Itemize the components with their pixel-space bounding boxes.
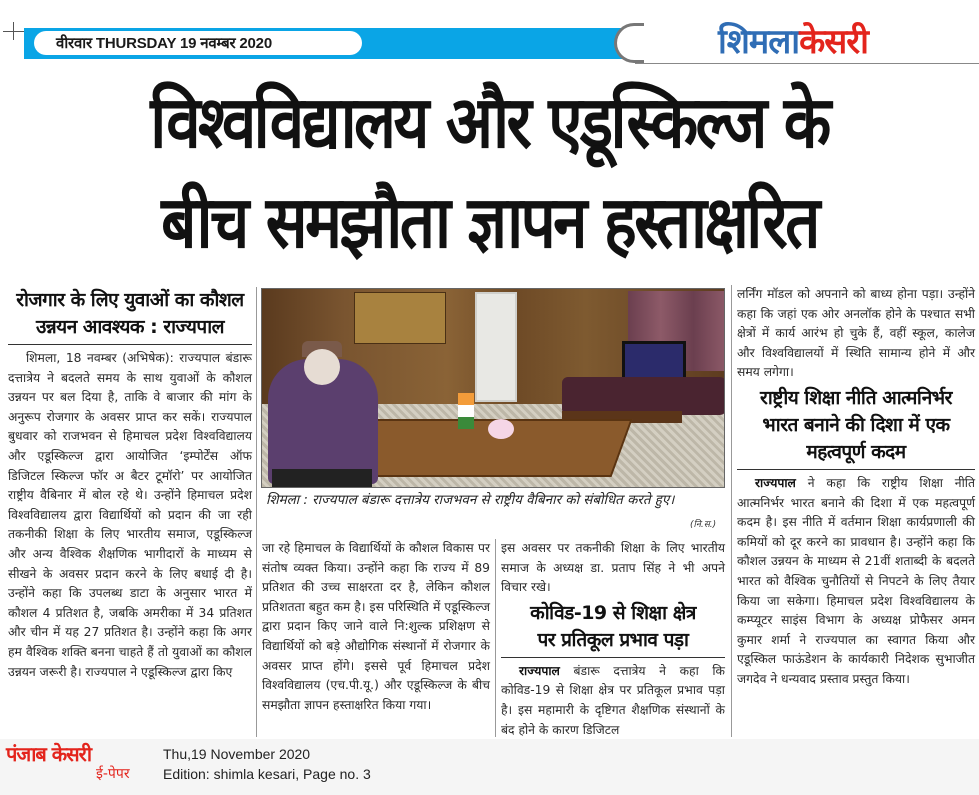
lead-word: राज्यपाल [755, 475, 796, 490]
column-4-intro: लर्निंग मॉडल को अपनाने को बाध्य होना पड़ा। उन्होंने कहा कि जहां एक ओर अनलॉक होने के पश्चात सभी क्षेत्रों में कार्य आरंभ हो चुके हैं, वहीं स्कूल, कालेज और विश्वविद्यालयों में स्थिति सामान्य होने में और समय लगेगा। [737, 287, 975, 380]
tv-screen-icon [622, 341, 686, 381]
masthead-kesari: केसरी [799, 22, 868, 62]
column-divider [495, 539, 496, 737]
main-headline [0, 72, 979, 272]
subhead-line: राष्ट्रीय शिक्षा नीति आत्मनिर्भर [760, 386, 952, 409]
divider [8, 344, 252, 345]
article-column-2 [262, 539, 490, 715]
punjab-kesari-logo[interactable]: पंजाब केसरी [6, 742, 92, 766]
subhead-line: महत्वपूर्ण कदम [806, 440, 906, 463]
masthead-logo [718, 22, 868, 62]
epaper-label: ई-पेपर [96, 766, 130, 782]
subhead-line: कोविड-19 से शिक्षा क्षेत्र [530, 601, 696, 624]
column-4-subhead [737, 385, 975, 466]
column-2-body: जा रहे हिमाचल के विद्यार्थियों के कौशल विकास पर संतोष व्यक्त किया। उन्होंने कहा कि राज्य में 89 प्रतिशत की उच्च साक्षरता दर है, लेकिन कौशल प्रतिशतता बहुत कम है। इस परिस्थिति में एडूस्किल्ज द्वारा प्रदान किए जाने वाले नि:शुल्क प्रशिक्षण से विद्यार्थियों को बड़े औद्योगिक संस्थानों में रोजगार के अवसर प्राप्त होंगे। इससे पूर्व हिमाचल प्रदेश विश्वविद्यालय (एच.पी.यू.) और एडूस्किल्ज के बीच समझौता ज्ञापन हस्ताक्षरित किया गया। [262, 541, 490, 712]
masthead-rule [635, 63, 979, 64]
masthead-shimla: शिमला [718, 22, 800, 62]
india-flag-icon [458, 393, 474, 429]
column-1-subhead [8, 287, 252, 341]
lead-word: राज्यपाल [519, 663, 560, 678]
column-3-body [501, 662, 725, 740]
crop-mark [13, 22, 14, 40]
divider [737, 469, 975, 470]
headline-line-2: बीच समझौता ज्ञापन हस्ताक्षरित [161, 180, 818, 264]
column-1-body: शिमला, 18 नवम्बर (अभिषेक): राज्यपाल बंडारू दत्तात्रेय ने बदलते समय के साथ युवाओं के कौशल उन्नयन पर बल दिया है, ताकि वे बाजार की मांग के अनुरूप रोजगार के अवसर प्राप्त कर सकें। राज्यपाल बुधवार को राजभवन से हिमाचल प्रदेश विश्वविद्यालय और एडूस्किल्ज द्वारा आयोजित ‘इम्पोर्टेंस ऑफ डिजिटल स्किल्ज फॉर अ बैटर टूमॉरो’ पर आयोजित राष्ट्रीय वैबिनार में बोल रहे थे। उन्होंने हिमाचल प्रदेश विश्वविद्यालय द्वारा विद्यार्थियों को प्रदान की जा रही तकनीकी शिक्षा के लिए भारतीय समाज, एडूस्किल्ज और अन्य वैश्विक शैक्षणिक भागीदारों के माध्यम से सीखने के अवसर प्रदान करने के लिए बधाई दी है। उन्होंने कहा कि उपलब्ध डाटा के अनुसार भारत में कौशल 4 प्रतिशत है, जबकि अमरीका में 34 प्रतिशत और चीन में यह 27 प्रतिशत है। उन्होंने कहा कि अगर हम वैश्विक शक्ति बनना चाहते हैं तो युवाओं का कौशल उन्नयन जरूरी है। राज्यपाल ने एडूस्किल्ज द्वारा किए [8, 351, 252, 679]
column-divider [256, 287, 257, 737]
body-text: ने कहा कि राष्ट्रीय शिक्षा नीति आत्मनिर्भर भारत बनाने की दिशा में एक महत्वपूर्ण कदम है। इस नीति में वर्तमान शिक्षा कार्यप्रणाली की कमियों को दूर करने का प्रावधान है। उन्होंने कहा कि कौशल उन्नयन के माध्यम से 21वीं शताब्दी के बदलते भारत को वैश्विक चुनौतियों से निपटने के लिए तैयार किया जा सकेगा। हिमाचल प्रदेश विश्वविद्यालय के कम्प्यूटर साइंस विभाग के अध्यक्ष प्रोफैसर अमन कुमार शर्मा ने राज्यपाल का स्वागत किया और एडूस्किल फाऊंडेशन के कार्यकारी निदेशक सुभाजीत जगदेव ने धन्यवाद प्रस्ताव प्रस्तुत किया। [737, 475, 975, 686]
date-banner: वीरवार THURSDAY 19 नवम्बर 2020 [34, 31, 362, 55]
subhead-line: भारत बनाने की दिशा में एक [762, 413, 950, 436]
article-column-4 [737, 285, 975, 690]
column-divider [731, 285, 732, 737]
divider [501, 657, 725, 658]
column-4-body [737, 474, 975, 690]
news-photo [261, 288, 725, 488]
crop-mark [3, 31, 25, 32]
subhead-line: उन्नयन आवश्यक : राज्यपाल [35, 316, 225, 338]
column-3-subhead [501, 600, 725, 654]
column-3-intro: इस अवसर पर तकनीकी शिक्षा के लिए भारतीय समाज के अध्यक्ष डा. प्रताप सिंह ने भी अपने विचार रखे। [501, 541, 725, 595]
footer-edition: Edition: shimla kesari, Page no. 3 [163, 766, 371, 782]
body-text: बंडारू दत्तात्रेय ने कहा कि कोविड-19 से शिक्षा क्षेत्र पर प्रतिकूल प्रभाव पड़ा है। इस महामारी के दृष्टिगत शैक्षणिक संस्थानों के बंद होने के कारण डिजिटल [501, 663, 725, 737]
photo-caption: शिमला : राज्यपाल बंडारू दत्तात्रेय राजभवन से राष्ट्रीय वैबिनार को संबोधित करते हुए। [266, 493, 675, 508]
photo-credit: (नि.स.) [690, 520, 717, 530]
subhead-line: रोजगार के लिए युवाओं का कौशल [16, 289, 244, 311]
article-column-3 [501, 539, 725, 740]
subhead-line: पर प्रतिकूल प्रभाव पड़ा [537, 628, 689, 651]
headline-line-1: विश्वविद्यालय और एडूस्किल्ज के [150, 80, 829, 164]
article-column-1 [8, 287, 252, 682]
epaper-footer [0, 739, 979, 795]
footer-date: Thu,19 November 2020 [163, 746, 311, 762]
